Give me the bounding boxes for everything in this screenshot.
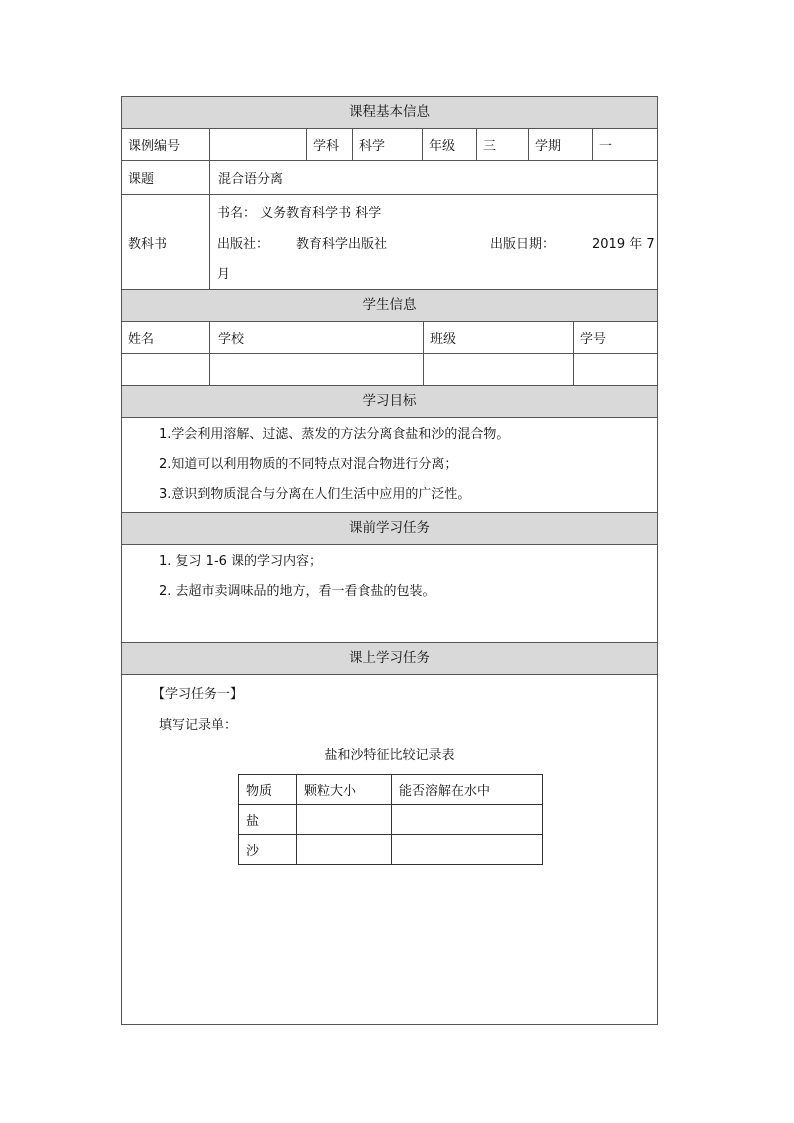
- table-header-row: [239, 775, 543, 805]
- section-student-info-header: [122, 290, 657, 322]
- pubdate-continued: 月: [217, 267, 231, 282]
- table-cell: 盐: [239, 805, 297, 835]
- table-header-cell: 能否溶解在水中: [392, 775, 543, 805]
- term-label: 学期: [529, 129, 593, 160]
- student-id-input[interactable]: [574, 354, 657, 385]
- objective-item: 3.意识到物质混合与分离在人们生活中应用的广泛性。: [159, 487, 471, 502]
- textbook-row: [122, 195, 657, 290]
- table-row: [239, 835, 543, 865]
- school-input[interactable]: [210, 354, 424, 385]
- lesson-form: [121, 96, 658, 1025]
- class-input[interactable]: [424, 354, 574, 385]
- pubdate-label: 出版日期：: [490, 237, 556, 252]
- section-pre-tasks-header: [122, 513, 657, 545]
- book-name: 书名： 义务教育科学书 科学: [217, 206, 382, 221]
- publisher-value: 教育科学出版社: [296, 237, 388, 252]
- table-cell: 沙: [239, 835, 297, 865]
- table-header-cell: 物质: [239, 775, 297, 805]
- table-header-cell: 颗粒大小: [297, 775, 392, 805]
- topic-label: 课题: [122, 161, 210, 194]
- table-cell-input[interactable]: [297, 835, 392, 865]
- grade-value[interactable]: 三: [477, 129, 529, 160]
- grade-label: 年级: [423, 129, 477, 160]
- name-label: 姓名: [122, 322, 210, 353]
- section-objectives-header: [122, 386, 657, 418]
- publisher-label: 出版社：: [217, 237, 270, 252]
- subject-value[interactable]: 科学: [353, 129, 423, 160]
- task1-title: 【学习任务一】: [152, 687, 244, 702]
- table-cell-input[interactable]: [297, 805, 392, 835]
- section-title: 学生信息: [362, 297, 417, 313]
- table-cell-input[interactable]: [392, 805, 543, 835]
- section-basic-info-header: [122, 97, 657, 129]
- table-cell-input[interactable]: [392, 835, 543, 865]
- section-title: 课程基本信息: [349, 104, 430, 120]
- textbook-label: 教科书: [122, 195, 210, 289]
- school-label: 学校: [210, 322, 424, 353]
- student-id-label: 学号: [580, 332, 607, 347]
- fill-record-label: 填写记录单：: [159, 718, 238, 733]
- class-label: 班级: [424, 322, 574, 353]
- objectives-body: [122, 418, 657, 513]
- section-title: 课前学习任务: [349, 520, 430, 536]
- record-table: [238, 774, 543, 865]
- section-title: 学习目标: [362, 393, 417, 409]
- name-input[interactable]: [122, 354, 210, 385]
- topic-value[interactable]: 混合语分离: [218, 172, 284, 187]
- student-header-row: [122, 322, 657, 354]
- term-value[interactable]: 一: [599, 139, 613, 154]
- lesson-no-value[interactable]: [210, 129, 307, 160]
- pre-task-item: 1. 复习 1-6 课的学习内容；: [159, 554, 323, 569]
- topic-row: [122, 161, 657, 195]
- objective-item: 1.学会利用溶解、过滤、蒸发的方法分离食盐和沙的混合物。: [159, 427, 510, 442]
- section-class-tasks-header: [122, 643, 657, 675]
- basic-info-row: [122, 129, 657, 161]
- subject-label: 学科: [307, 129, 353, 160]
- section-title: 课上学习任务: [349, 650, 430, 666]
- pubdate-value: 2019 年 7: [592, 237, 655, 252]
- table-row: [239, 805, 543, 835]
- lesson-no-label: 课例编号: [122, 129, 210, 160]
- record-table-title: 盐和沙特征比较记录表: [324, 748, 455, 763]
- pre-task-item: 2. 去超市卖调味品的地方，看一看食盐的包装。: [159, 584, 436, 599]
- pre-tasks-body: [122, 545, 657, 643]
- student-input-row: [122, 354, 657, 386]
- objective-item: 2.知道可以利用物质的不同特点对混合物进行分离；: [159, 457, 458, 472]
